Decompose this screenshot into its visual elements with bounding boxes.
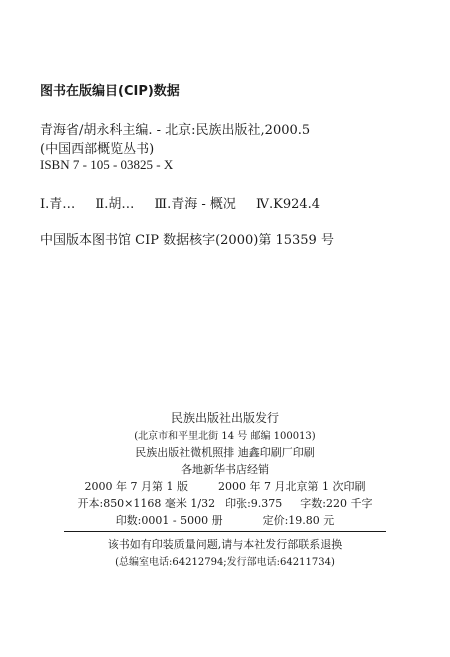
- printing-text: 2000 年 7 月北京第 1 次印刷: [218, 480, 366, 493]
- cip-book-info: 青海省/胡永科主编. - 北京:民族出版社,2000.5: [40, 123, 311, 138]
- cip-series: (中国西部概览丛书): [40, 142, 155, 157]
- format-sheets: 印张:9.375: [225, 497, 283, 510]
- cip-isbn: ISBN 7 - 105 - 03825 - X: [40, 157, 174, 172]
- classification-item: Ⅰ.青…: [40, 197, 76, 212]
- imprint-address: (北京市和平里北街 14 号 邮编 100013): [134, 431, 316, 442]
- imprint-distributor: 各地新华书店经销: [181, 463, 269, 476]
- quality-notice: 该书如有印装质量问题,请与本社发行部联系退换: [107, 538, 343, 551]
- imprint-publisher: 民族出版社出版发行: [170, 411, 279, 425]
- edition-text: 2000 年 7 月第 1 版: [84, 480, 188, 493]
- imprint-format: [0, 495, 450, 511]
- classification-item: Ⅱ.胡…: [95, 197, 135, 212]
- classification-item: Ⅳ.K924.4: [256, 197, 321, 212]
- imprint-edition: [0, 478, 450, 494]
- print-run: 印数:0001 - 5000 册: [115, 514, 223, 527]
- divider-line: [64, 531, 386, 532]
- format-size: 开本:850×1168 毫米 1/32: [77, 497, 216, 510]
- cip-title: 图书在版编目(CIP)数据: [40, 84, 180, 99]
- format-wordcount: 字数:220 千字: [300, 497, 373, 510]
- contact-phones: (总编室电话:64212794;发行部电话:64211734): [115, 557, 335, 568]
- cip-classification: [40, 193, 336, 212]
- cip-record-number: 中国版本图书馆 CIP 数据核字(2000)第 15359 号: [40, 233, 334, 248]
- classification-item: Ⅲ.青海 - 概况: [154, 197, 236, 212]
- imprint-typesetting: 民族出版社微机照排 迪鑫印刷厂印刷: [135, 446, 315, 459]
- price: 定价:19.80 元: [262, 514, 335, 527]
- imprint-print-run: [0, 512, 450, 528]
